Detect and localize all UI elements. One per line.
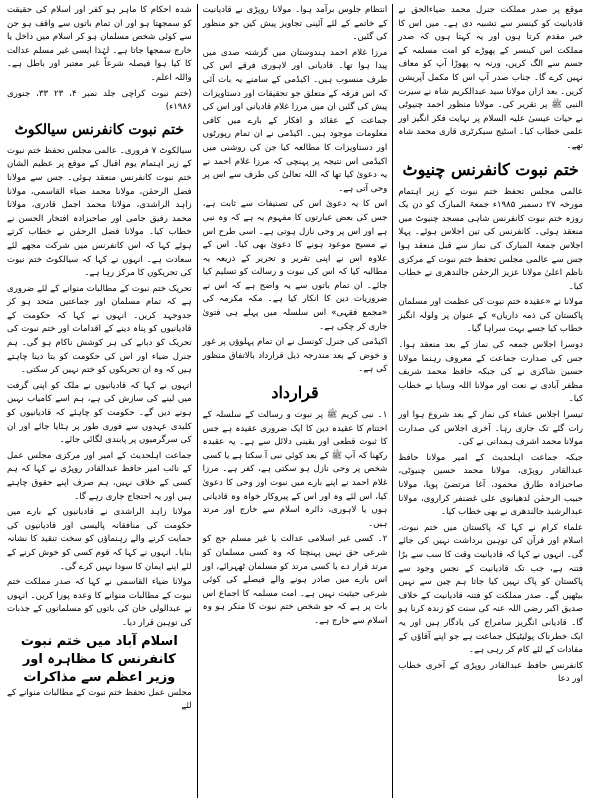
- paragraph: موقع پر صدر مملکت جنرل محمد ضیاءالحق نے قادیانیت کو کینسر سے تشبیہ دی ہے۔ میں اس کا خیر مقدم کرتا ہوں اور یہ کہتا ہوں کہ صدر مملکت اس کینسر کے پھوڑے کو امت مسلمہ کے جسم سے الگ کریں، ورنہ یہ پھوڑا آپ کو معاف نہیں کرے گا۔ جناب صدر آپ اس کا مکمل آپریشن کریں۔ بعد ازاں مولانا سید عبدالکریم شاہ نے سیرت النبی ﷺ پر تقریر کی۔ مولانا منظور احمد چنیوٹی نے حیات عیسیٰ علیہ السلام پر نہایت فکر انگیز اور علمی خطاب کیا۔ اسٹیج سیکرٹری قاری محمد شاہ تھے۔: [398, 5, 583, 151]
- paragraph: تیسرا اجلاس عشاء کی نماز کے بعد شروع ہوا اور رات گئے تک جاری رہا۔ آخری اجلاس کی صدارت مولانا محمد اشرف ہمدانی نے کی۔: [398, 410, 583, 448]
- heading-islamabad-conference: اسلام آباد میں ختم نبوت کانفرنس کا مظاہرہ اور وزیر اعظم سے مذاکرات: [20, 633, 178, 685]
- paragraph: تحریک ختم نبوت کے مطالبات منوانے کے لئے ضروری ہے کہ تمام مسلمان اور جماعتیں متحد ہو کر جدوجہد کریں۔ انہوں نے کہا کہ حکومت کے قادیانیوں کو پناہ دینے کے اقدامات اور ختم نبوت کی تحریک کو دبانے کی ہر کوشش ناکام ہو گی۔ ہم جنرل ضیاء اور اس کی حکومت کو بتا دینا چاہتے ہیں کہ وہ ان تحریکوں کو ختم نہیں کر سکتی۔: [6, 283, 192, 376]
- paragraph: انہوں نے کہا کہ قادیانیوں نے ملک کو اپنی گرفت میں لینے کی سازش کی ہے، ہم اسے کامیاب نہیں ہونے دیں گے۔ حکومت کو چاہئے کہ قادیانیوں کو کلیدی عہدوں سے فوری طور پر ہٹایا جائے اور ان کی سرگرمیوں پر پابندی لگائی جائے۔: [6, 380, 192, 446]
- paragraph: اکیڈمی کی جنرل کونسل نے ان تمام پہلوؤں پر غور و خوض کے بعد مندرجہ ذیل قرارداد بالاتفاق منظور کی ہے۔: [202, 337, 388, 375]
- heading-sialkot-conference: ختم نبوت کانفرنس سیالکوٹ: [14, 121, 184, 138]
- paragraph: شدہ احکام کا ماہر ہو کفر اور اسلام کی حقیقت کو سمجھتا ہو اور ان تمام باتوں سے واقف ہو جن سے کوئی شخص مسلمان ہو کر اسلام میں داخل یا خارج سمجھا جاتا ہے۔ لہٰذا ایسی غیر مسلم عدالت کا کیا ہوا فیصلہ شرعاً غیر معتبر اور باطل ہے۔ واللہ اعلم۔: [6, 5, 192, 83]
- paragraph: سیالکوٹ ۷ فروری۔ عالمی مجلس تحفظ ختم نبوت کے زیر اہتمام یوم اقبال کے موقع پر عظیم الشان ختم نبوت کانفرنس منعقد ہوئی۔ جس سے مولانا فضل الرحمٰن، مولانا محمد ضیاء القاسمی، مولانا زاہد الراشدی، مولانا محمد اجمل قادری، مولانا محمد رفیق جامی اور صاحبزادہ افتخار الحسن نے خطاب کیا۔ مولانا فضل الرحمٰن نے خطاب کرتے ہوئے کہا کہ اس کانفرنس میں شرکت مجھے لئے سعادت ہے۔ انہوں نے کہا کہ سیالکوٹ ختم نبوت کی تحریکوں کا مرکز رہا ہے۔: [6, 145, 192, 279]
- paragraph: اس کا یہ دعویٰ اس کی تصنیفات سے ثابت ہے، جس کی بعض عبارتوں کا مفہوم یہ ہے کہ وہ نبی ہے اور اس پر وحی نازل ہوتی ہے۔ اسی طرح اس نے مسیح موعود ہونے کا دعویٰ بھی کیا۔ اس کے علاوہ اس نے اپنی تقریر و تحریر کے ذریعہ یہ مطالبہ کیا کہ اس کی نبوت و رسالت کو تسلیم کیا جائے۔ ان تمام باتوں سے یہ واضح ہے کہ اس نے ضروریات دین کا انکار کیا ہے۔ مکہ مکرمہ کی «مجمع فقہی» اس سلسلہ میں پہلے ہی فتویٰ جاری کر چکی ہے۔: [202, 199, 388, 332]
- column-divider: [392, 4, 393, 798]
- citation: (ختم نبوت کراچی جلد نمبر ۴، ۲۳ ۳۳، جنوری ۱۹۸۶ء): [6, 88, 192, 113]
- paragraph: ۲۔ کسی غیر اسلامی عدالت یا غیر مسلم جج کو شرعی حق نہیں پہنچتا کہ وہ کسی مسلمان کو مرتد قرار دے یا کسی مرتد کو مسلمان ٹھہرائے، اور اس بارے میں صادر ہونے والے فیصلے کی کوئی شرعی حیثیت نہیں ہے۔ امت مسلمہ کا اجماع اس بات پر ہے کہ جو شخص ختم نبوت کا منکر ہو وہ اسلام سے خارج ہے۔: [202, 534, 388, 626]
- paragraph: کانفرنس حافظ عبدالقادر روپڑی کے آخری خطاب اور دعا: [398, 660, 583, 685]
- paragraph: علماء کرام نے کہا کہ پاکستان میں ختم نبوت، اسلام اور قرآن کی توہین برداشت نہیں کی جائے گی۔ انہوں نے کہا کہ قادیانیت وقت کا سب سے بڑا فتنہ ہے، جب تک قادیانیت کے نجس وجود سے پاکستان کو پاک نہیں کیا جاتا ہم چین سے نہیں بیٹھیں گے۔ صدر مملکت کو فتنہ قادیانیت کے خلاف صدیق اکبر رضی اللہ عنہ کی سنت کو زندہ کرنا ہو گا۔ قادیانی انگریز سامراج کی یادگار ہیں اور یہ ایک خطرناک پولیٹیکل جماعت ہے جو اپنے آقاؤں کے مفادات کے لئے کام کر رہی ہے۔: [398, 522, 583, 656]
- column-right: [394, 4, 587, 798]
- paragraph: جبکہ جماعت اہلحدیث کے امیر مولانا حافظ عبدالقادر روپڑی، مولانا محمد حسین چنیوٹی، صاحبزادہ طارق محمود، آغا مرتضیٰ پویا، مولانا حبیب الرحمٰن لدھیانوی علی غضنفر کراروی، مولانا عبدالرشید جالندھری نے بھی خطاب کیا۔: [398, 452, 583, 518]
- paragraph: مولانا نے «عقیدہ ختم نبوت کی عظمت اور مسلمان پاکستان کی ذمہ داریاں» کے عنوان پر ولولہ انگیز خطاب کیا جسے بہت سراہا گیا۔: [398, 297, 583, 335]
- paragraph: دوسرا اجلاس جمعہ کی نماز کے بعد منعقد ہوا۔ جس کی صدارت جماعت کے معروف رہنما مولانا حسین شاکری نے کی جبکہ حافظ محمد شریف مظفر آبادی نے نعت اور مولانا اللہ وسایا نے خطاب کیا۔: [398, 340, 583, 405]
- column-divider: [197, 4, 198, 798]
- paragraph: مولانا ضیاء القاسمی نے کہا کہ صدر مملکت ختم نبوت کے مطالبات منوانے کا وعدہ پورا کریں۔ انہوں نے عبدالولی خان کی باتوں کو مسلمانوں کے جذبات کی توہین قرار دیا۔: [6, 577, 192, 628]
- heading-chiniot-conference: ختم نبوت کانفرنس چنیوٹ: [402, 159, 579, 179]
- column-left: [3, 4, 196, 798]
- paragraph: مولانا زاہد الراشدی نے قادیانیوں کے بارے میں حکومت کی منافقانہ پالیسی اور قادیانیوں کی حمایت کرنے والے رہنماؤں کو سخت تنقید کا نشانہ بنایا۔ انہوں نے کہا کہ قوم کسی کو خوش کرنے کے لئے اپنے ایمان کا سودا نہیں کرے گی۔: [6, 507, 192, 572]
- paragraph: عالمی مجلس تحفظ ختم نبوت کے زیر اہتمام مورخہ ۲۷ دسمبر ۱۹۸۵ء جمعۃ المبارک کو دن یک روزہ ختم نبوت کانفرنس شاہی مسجد چنیوٹ میں منعقد ہوئی۔ کانفرنس کی تین اجلاس ہوئے۔ پہلا اجلاس جمعۃ المبارک کی نماز سے قبل منعقد ہوا جس سے عالمی مجلس تحفظ ختم نبوت کے مرکزی ناظم اعلیٰ مولانا عزیز الرحمٰن جالندھری نے خطاب کیا۔: [398, 186, 583, 292]
- paragraph: انتظام جلوس برآمد ہوا۔ مولانا روپڑی نے قادیانیت کے خاتمے کے لئے آئینی تجاویز پیش کیں جو منظور کی گئیں۔: [202, 5, 388, 43]
- paragraph: جماعت اہلحدیث کے امیر اور مرکزی مجلس عمل کے نائب امیر حافظ عبدالقادر روپڑی نے کہا کہ ہم کسی کے خلاف نہیں، ہم صرف اپنے حقوق چاہتے ہیں اور یہ احتجاج جاری رہے گا۔: [6, 450, 192, 502]
- column-middle: [199, 4, 392, 798]
- paragraph: مجلس عمل تحفظ ختم نبوت کے مطالبات منوانے کے لئے: [6, 687, 192, 712]
- paragraph: مرزا غلام احمد ہندوستان میں گزشتہ صدی میں پیدا ہوا تھا۔ قادیانی اور لاہوری فرقے اس کی طرف منسوب ہیں۔ اکیڈمی کے سامنے یہ بات آئی کہ اس فرقہ کے متعلق جو تحقیقات اور دستاویزات پیش کی گئیں ان میں مرزا غلام قادیانی اور اس کی جماعت کے عقائد و افکار کے بارے میں کافی معلومات موجود ہیں۔ اکیڈمی نے ان تمام رپورٹوں اور دستاویزات کا مطالعہ کیا جن کی روشنی میں اکیڈمی اس نتیجہ پر پہنچی کہ مرزا غلام احمد نے یہ دعویٰ کیا تھا کہ اللہ تعالیٰ کی طرف سے اس پر وحی آتی ہے۔: [202, 47, 388, 194]
- paragraph: ۱۔ نبی کریم ﷺ پر نبوت و رسالت کے سلسلہ کے اختتام کا عقیدہ دین کا ایک ضروری عقیدہ ہے جس کا ثبوت قطعی اور یقینی دلائل سے ہے۔ یہ عقیدہ رکھنا کہ آپ ﷺ کے بعد کوئی نبی آ سکتا ہے یا کسی شخص پر وحی نازل ہو سکتی ہے، کفر ہے۔ مرزا غلام احمد نے اپنے بارے میں نبوت اور وحی کا دعویٰ کیا، اس لئے وہ اور اس کے پیروکار خواہ وہ قادیانی ہوں یا لاہوری، دائرہ اسلام سے خارج اور مرتد ہیں۔: [202, 410, 388, 529]
- heading-resolution: قرارداد: [271, 383, 319, 403]
